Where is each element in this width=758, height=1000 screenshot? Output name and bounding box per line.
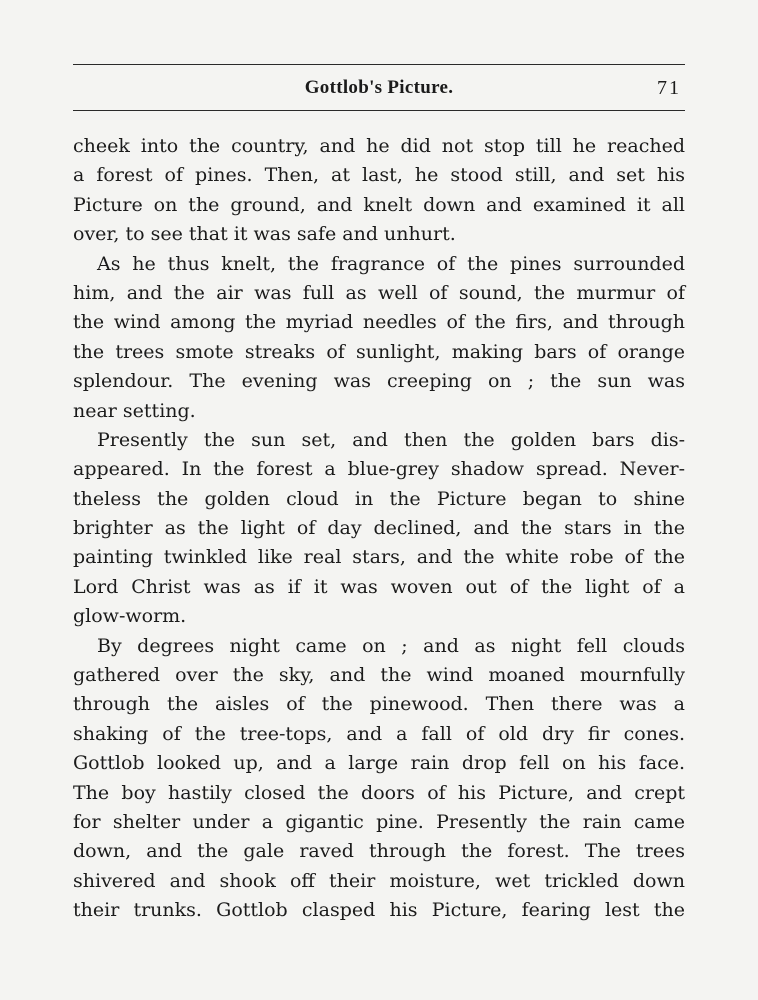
text-line: appeared. In the forest a blue-grey shadow spread. Never- xyxy=(73,458,685,481)
header-rule-bottom xyxy=(73,110,685,111)
text-line: Picture on the ground, and knelt down and examined it all xyxy=(73,193,685,216)
running-head xyxy=(73,74,685,104)
text-line: for shelter under a gigantic pine. Presently the rain came xyxy=(73,810,685,833)
text-line: over, to see that it was safe and unhurt. xyxy=(73,223,456,246)
text-line: The boy hastily closed the doors of his Picture, and crept xyxy=(73,781,685,804)
text-line: Lord Christ was as if it was woven out of the light of a xyxy=(73,575,685,598)
text-line: cheek into the country, and he did not stop till he reached xyxy=(73,135,685,157)
text-line: the wind among the myriad needles of the firs, and through xyxy=(73,311,685,334)
text-line: theless the golden cloud in the Picture began to shine xyxy=(73,487,685,510)
text-line: gathered over the sky, and the wind moaned mournfully xyxy=(73,664,685,687)
text-line: splendour. The evening was creeping on ; the sun was xyxy=(73,370,685,393)
text-line: Gottlob looked up, and a large rain drop fell on his face. xyxy=(73,752,685,775)
text-line: painting twinkled like real stars, and the white robe of the xyxy=(73,546,685,569)
body-text xyxy=(73,132,685,926)
text-line: brighter as the light of day declined, and the stars in the xyxy=(73,517,685,540)
text-line: As he thus knelt, the fragrance of the pines surrounded xyxy=(97,252,685,275)
text-line: a forest of pines. Then, at last, he stood still, and set his xyxy=(73,164,685,187)
page-number: 71 xyxy=(657,77,681,99)
text-line: By degrees night came on ; and as night fell clouds xyxy=(97,634,685,657)
text-line: glow-worm. xyxy=(73,605,187,628)
text-line: their trunks. Gottlob clasped his Picture, fearing lest the xyxy=(73,899,685,922)
text-line: shaking of the tree-tops, and a fall of old dry fir cones. xyxy=(73,722,685,745)
text-line: the trees smote streaks of sunlight, making bars of orange xyxy=(73,340,685,363)
header-rule-top xyxy=(73,64,685,65)
text-line: through the aisles of the pinewood. Then there was a xyxy=(73,693,685,716)
text-line: Presently the sun set, and then the golden bars dis- xyxy=(97,428,685,451)
text-line: him, and the air was full as well of sound, the murmur of xyxy=(73,281,685,304)
text-line: down, and the gale raved through the forest. The trees xyxy=(73,840,685,863)
text-line: shivered and shook off their moisture, wet trickled down xyxy=(73,869,685,892)
text-line: near setting. xyxy=(73,399,196,422)
running-title: Gottlob's Picture. xyxy=(304,77,454,98)
